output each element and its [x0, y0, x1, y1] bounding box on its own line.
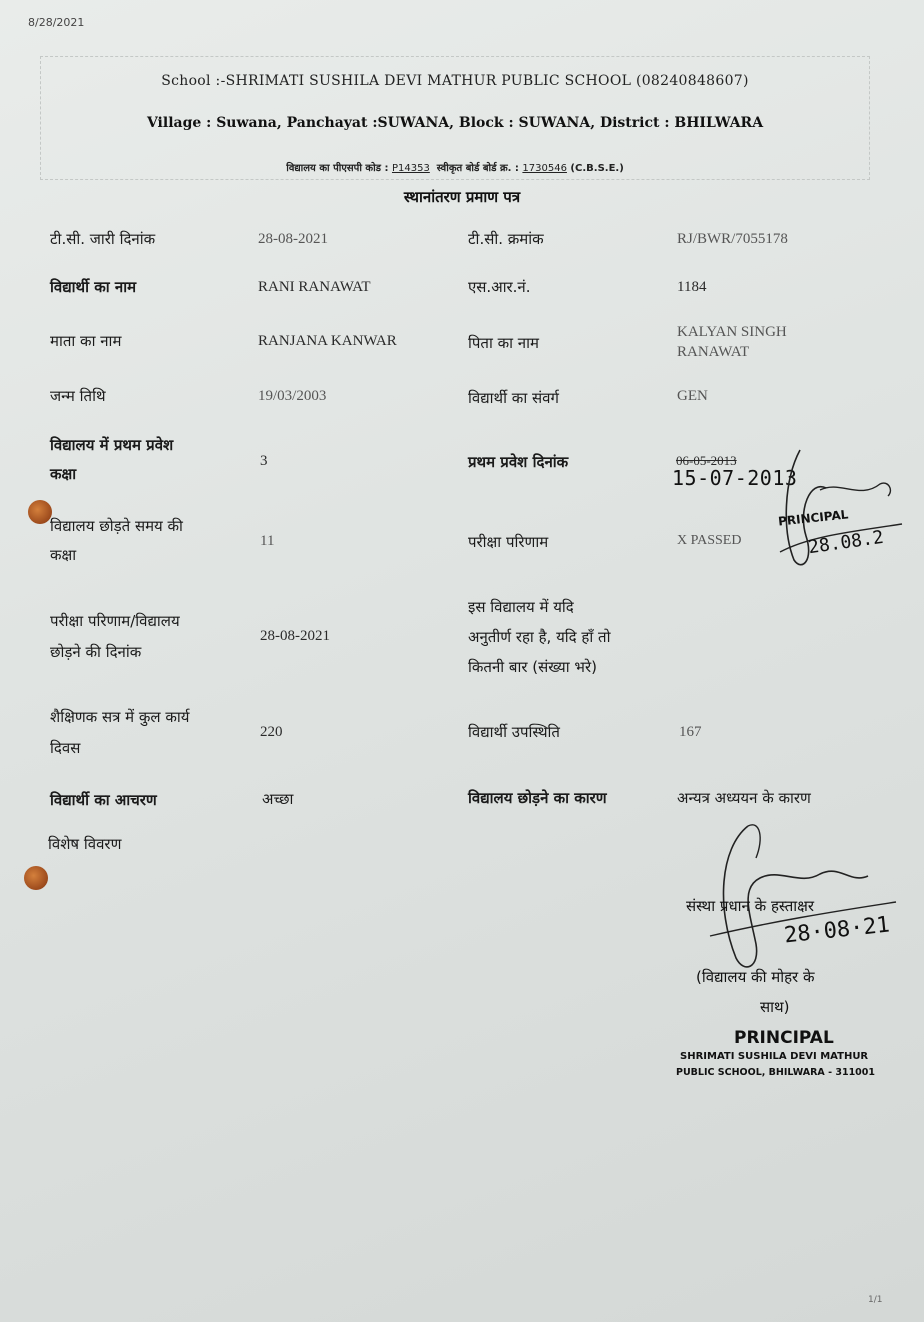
signature-date: 28·08·21 — [782, 912, 891, 949]
attendance-label: विद्यार्थी उपस्थिति — [468, 723, 560, 741]
stamp-line-2: PUBLIC SCHOOL, BHILWARA - 311001 — [676, 1067, 876, 1078]
exam-result-label: परीक्षा परिणाम — [468, 533, 549, 551]
correction-stamp-title: PRINCIPAL — [777, 507, 849, 529]
stamp-line-1: SHRIMATI SUSHILA DEVI MATHUR — [680, 1051, 869, 1062]
father-name-value-line1: KALYAN SINGH — [677, 324, 787, 340]
board-label: स्वीकृत बोर्ड बोर्ड क्र. : — [436, 163, 523, 174]
punch-hole-top — [28, 500, 52, 524]
failed-label-2: अनुतीर्ण रहा है, यदि हाँ तो — [468, 628, 611, 646]
student-name-label: विद्यार्थी का नाम — [50, 278, 137, 296]
result-date-label-1: परीक्षा परिणाम/विद्यालय — [50, 612, 180, 630]
remarks-label: विशेष विवरण — [48, 835, 122, 853]
stamp-title: PRINCIPAL — [734, 1028, 834, 1048]
certificate-title: स्थानांतरण प्रमाण पत्र — [403, 188, 521, 206]
dob-value: 19/03/2003 — [258, 388, 327, 404]
mother-name-value: RANJANA KANWAR — [258, 333, 397, 349]
conduct-value: अच्छा — [262, 790, 294, 808]
signature-label: संस्था प्रधान के हस्ताक्षर — [686, 897, 815, 915]
result-date-label-2: छोड़ने की दिनांक — [50, 643, 142, 661]
category-label: विद्यार्थी का संवर्ग — [468, 389, 559, 407]
tc-number-value: RJ/BWR/7055178 — [677, 231, 788, 247]
board-code: 1730546 — [522, 163, 567, 174]
psp-code: P14353 — [391, 163, 430, 174]
tc-number-label: टी.सी. क्रमांक — [468, 230, 544, 248]
first-admission-date-struck: 06-05-2013 — [676, 453, 737, 468]
leaving-reason-value: अन्यत्र अध्ययन के कारण — [677, 789, 811, 807]
code-line — [41, 160, 869, 174]
leaving-class-label-1: विद्यालय छोड़ते समय की — [50, 517, 183, 535]
tc-issue-date-label: टी.सी. जारी दिनांक — [50, 230, 156, 248]
working-days-label-1: शैक्षिणक सत्र में कुल कार्य — [50, 708, 190, 726]
village-line: Village : Suwana, Panchayat :SUWANA, Block : SUWANA, District : BHILWARA — [146, 115, 764, 131]
school-header — [40, 56, 870, 180]
psp-label: विद्यालय का पीएसपी कोड : — [286, 163, 392, 174]
tc-issue-date-value: 28-08-2021 — [258, 231, 328, 247]
first-admission-class-label-1: विद्यालय में प्रथम प्रवेश — [50, 436, 174, 454]
dob-label: जन्म तिथि — [50, 387, 106, 405]
leaving-class-value: 11 — [260, 533, 275, 549]
conduct-label: विद्यार्थी का आचरण — [50, 791, 157, 809]
working-days-value: 220 — [260, 724, 283, 740]
father-name-label: पिता का नाम — [468, 334, 539, 352]
punch-hole-bottom — [24, 866, 48, 890]
category-value: GEN — [677, 388, 708, 404]
first-admission-class-label-2: कक्षा — [50, 465, 77, 483]
seal-note-line2: साथ) — [760, 998, 790, 1016]
leaving-class-label-2: कक्षा — [50, 546, 77, 564]
correction-stamp-date: 28.08.2 — [806, 526, 885, 559]
first-admission-class-value: 3 — [260, 453, 268, 469]
seal-note-line1: (विद्यालय की मोहर के — [696, 968, 815, 986]
result-date-value: 28-08-2021 — [260, 628, 330, 644]
failed-label-1: इस विद्यालय में यदि — [468, 598, 574, 616]
student-name-value: RANI RANAWAT — [258, 279, 371, 295]
first-admission-date-corrected: 15-07-2013 — [672, 466, 798, 490]
school-name-line: School :-SHRIMATI SUSHILA DEVI MATHUR PUBLIC SCHOOL (08240848607) — [161, 73, 749, 89]
sr-no-label: एस.आर.नं. — [468, 278, 531, 296]
mother-name-label: माता का नाम — [50, 332, 122, 350]
failed-label-3: कितनी बार (संख्या भरे) — [468, 658, 597, 676]
leaving-reason-label: विद्यालय छोड़ने का कारण — [468, 789, 607, 807]
sr-no-value: 1184 — [677, 279, 707, 295]
board-suffix: (C.B.S.E.) — [566, 163, 624, 174]
print-date: 8/28/2021 — [28, 16, 85, 29]
father-name-value-line2: RANAWAT — [677, 344, 750, 360]
page-number: 1/1 — [868, 1295, 883, 1305]
first-admission-date-label: प्रथम प्रवेश दिनांक — [468, 453, 569, 471]
working-days-label-2: दिवस — [50, 739, 81, 757]
exam-result-value: X PASSED — [677, 533, 742, 548]
attendance-value: 167 — [679, 724, 702, 740]
